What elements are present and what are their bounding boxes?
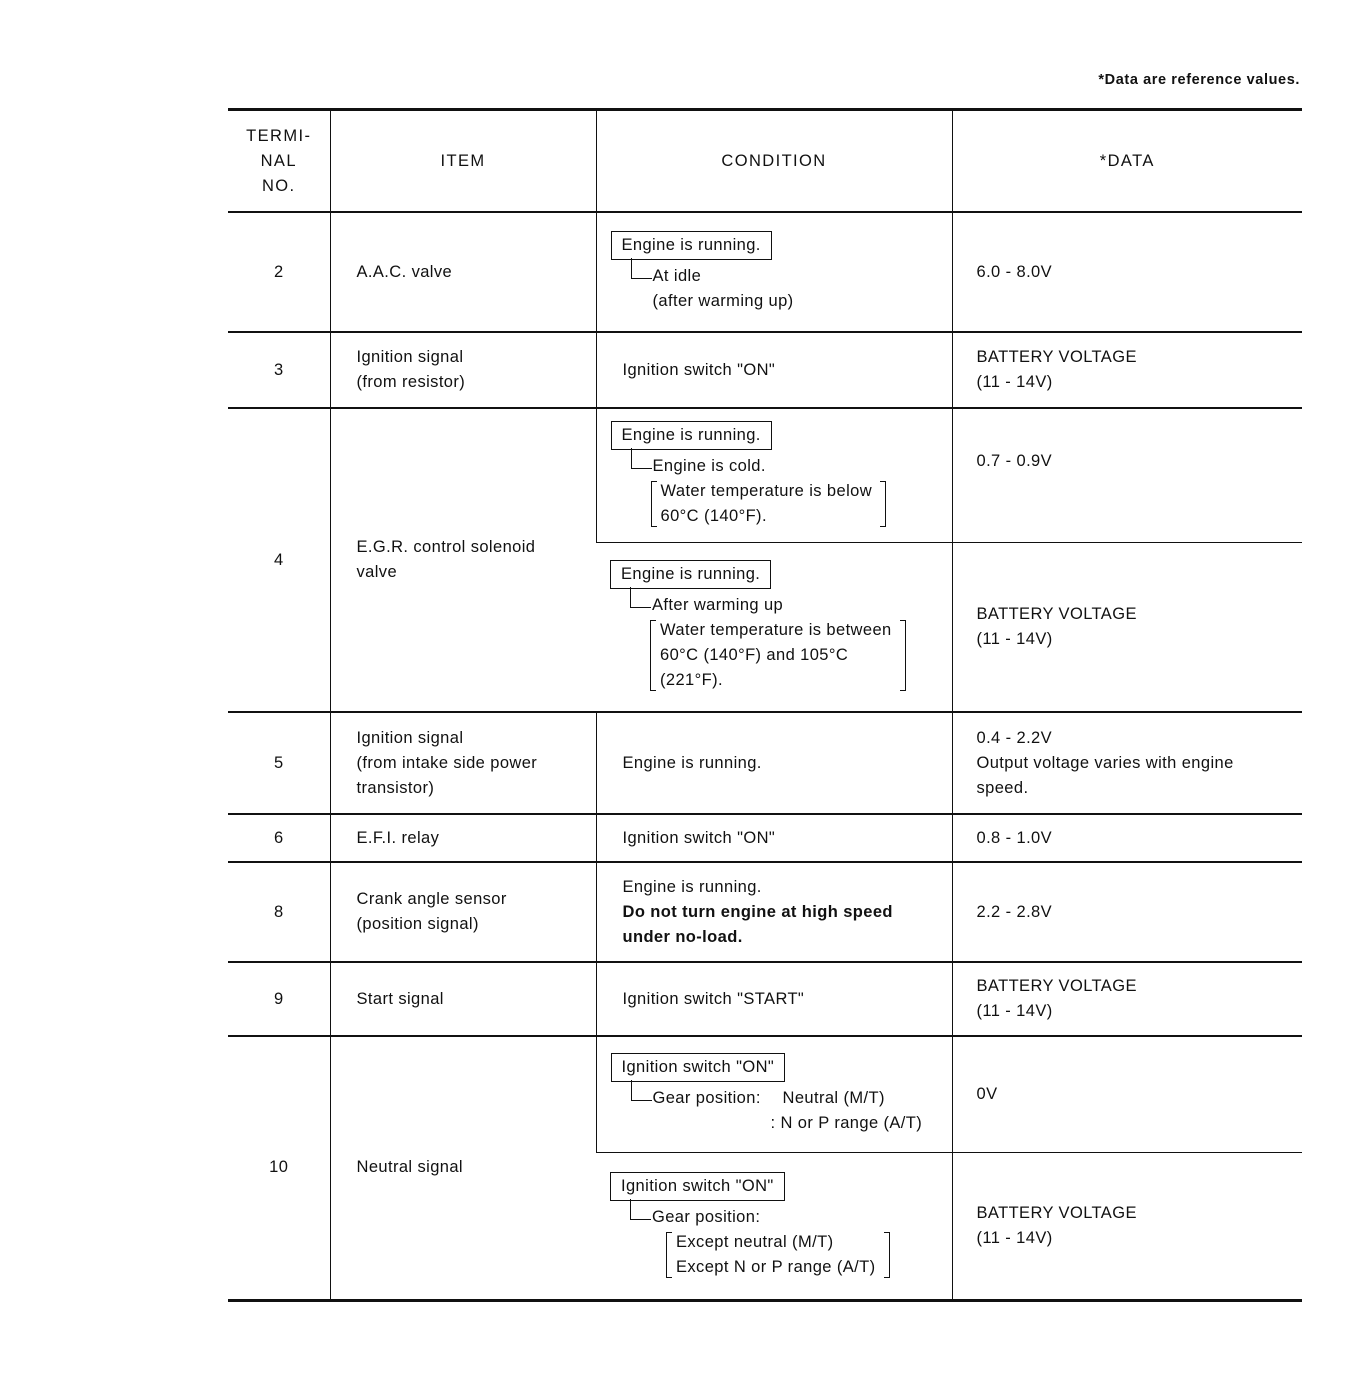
gear-value: Neutral (M/T) <box>782 1088 885 1107</box>
header-terminal-line: NO. <box>261 176 296 195</box>
condition-box: Engine is running. <box>610 560 771 589</box>
data-cell <box>952 1152 1302 1300</box>
terminal-number: 8 <box>228 862 330 962</box>
condition-box: Ignition switch "ON" <box>611 1053 786 1082</box>
gear-value: : N or P range (A/T) <box>770 1113 923 1132</box>
tree-connector <box>631 1080 652 1101</box>
condition-bracket <box>651 479 887 529</box>
table-row <box>228 862 1302 962</box>
bracket-text: Water temperature is between <box>660 621 892 640</box>
bracket-text: 60°C (140°F) and 105°C <box>660 646 849 665</box>
data-value: (11 - 14V) <box>976 1228 1053 1247</box>
condition-cell <box>596 1036 952 1152</box>
data-value: 2.2 - 2.8V <box>976 902 1053 921</box>
item-text: (from resistor) <box>356 373 466 391</box>
bracket-text: Water temperature is below <box>660 482 873 501</box>
item-cell <box>330 962 596 1036</box>
terminal-number: 10 <box>228 1036 330 1300</box>
data-value: (11 - 14V) <box>976 373 1053 391</box>
condition-cell <box>596 862 952 962</box>
table-row <box>228 212 1302 332</box>
terminal-number: 4 <box>228 408 330 712</box>
data-value: (11 - 14V) <box>976 629 1053 648</box>
terminal-number: 5 <box>228 712 330 814</box>
bracket-text: Except N or P range (A/T) <box>676 1257 876 1276</box>
item-cell <box>330 1036 596 1300</box>
header-row <box>228 110 1302 213</box>
condition-bracket <box>666 1230 890 1280</box>
condition-tree <box>623 454 952 479</box>
condition-warning: Do not turn engine at high speed <box>622 902 893 921</box>
item-text: Crank angle sensor <box>356 890 507 908</box>
item-text: Start signal <box>356 989 444 1008</box>
condition-cell <box>596 212 952 332</box>
item-text: Ignition signal <box>356 348 464 366</box>
data-value: 0.7 - 0.9V <box>976 452 1053 470</box>
data-cell <box>952 542 1302 712</box>
data-value: 6.0 - 8.0V <box>976 262 1053 281</box>
data-value: BATTERY VOLTAGE <box>976 977 1137 995</box>
condition-cell <box>596 408 952 542</box>
condition-box: Engine is running. <box>611 421 772 450</box>
terminal-number: 2 <box>228 212 330 332</box>
item-text: Ignition signal <box>356 728 464 747</box>
condition-cell: Engine is running. <box>596 712 952 814</box>
data-value: BATTERY VOLTAGE <box>976 1203 1137 1222</box>
tree-connector <box>631 448 652 469</box>
gear-row <box>653 1111 952 1136</box>
data-cell <box>952 212 1302 332</box>
data-value: 0.4 - 2.2V <box>976 728 1053 747</box>
data-cell <box>952 332 1302 408</box>
data-cell <box>952 862 1302 962</box>
data-value: 0.8 - 1.0V <box>976 828 1053 847</box>
condition-sub: At idle <box>652 266 702 285</box>
item-text: Neutral signal <box>356 1158 463 1177</box>
condition-tree <box>623 264 952 314</box>
bracket-text: Except neutral (M/T) <box>676 1232 834 1251</box>
item-cell <box>330 212 596 332</box>
table-row <box>228 408 1302 542</box>
data-value: Output voltage varies with engine <box>976 753 1234 772</box>
condition-cell <box>596 1152 952 1300</box>
condition-box: Engine is running. <box>611 231 772 260</box>
data-cell <box>952 1036 1302 1152</box>
tree-connector <box>630 1199 651 1220</box>
table-row <box>228 962 1302 1036</box>
gear-spacer <box>653 1111 771 1136</box>
item-text: transistor) <box>356 778 435 797</box>
header-terminal-line: TERMI- <box>246 126 312 145</box>
condition-bracket <box>650 618 906 693</box>
table-row <box>228 712 1302 814</box>
item-cell <box>330 408 596 712</box>
item-text: A.A.C. valve <box>356 262 453 281</box>
condition-cell: Ignition switch "START" <box>596 962 952 1036</box>
condition-sub: Engine is cold. <box>652 457 766 476</box>
tree-connector <box>630 587 651 608</box>
data-cell <box>952 814 1302 862</box>
gear-row <box>653 1086 952 1111</box>
table-row <box>228 814 1302 862</box>
gear-label: Gear position: <box>652 1207 761 1226</box>
terminal-table <box>228 108 1302 1302</box>
bracket-text: (221°F). <box>660 671 723 690</box>
item-cell <box>330 332 596 408</box>
data-cell <box>952 408 1302 542</box>
data-cell <box>952 962 1302 1036</box>
header-data: *DATA <box>952 110 1302 213</box>
condition-warning: under no-load. <box>622 927 743 946</box>
item-cell <box>330 862 596 962</box>
condition-sub: (after warming up) <box>652 291 794 310</box>
item-text: (from intake side power <box>356 753 538 772</box>
header-terminal-line: NAL <box>260 151 297 170</box>
item-text: (position signal) <box>356 915 479 933</box>
item-text: valve <box>356 563 398 581</box>
header-item: ITEM <box>330 110 596 213</box>
condition-tree <box>622 593 952 618</box>
data-value: BATTERY VOLTAGE <box>976 604 1137 623</box>
condition-sub: After warming up <box>652 596 784 615</box>
header-condition: CONDITION <box>596 110 952 213</box>
data-value: (11 - 14V) <box>976 1002 1053 1020</box>
terminal-number: 3 <box>228 332 330 408</box>
bracket-text: 60°C (140°F). <box>660 507 767 526</box>
item-text: E.F.I. relay <box>356 828 440 847</box>
condition-cell: Ignition switch "ON" <box>596 332 952 408</box>
terminal-number: 6 <box>228 814 330 862</box>
item-cell <box>330 814 596 862</box>
condition-cell <box>596 542 952 712</box>
data-value: speed. <box>976 778 1029 797</box>
data-value: BATTERY VOLTAGE <box>976 348 1137 366</box>
terminal-number: 9 <box>228 962 330 1036</box>
table-row <box>228 1036 1302 1152</box>
condition-text: Engine is running. <box>622 877 762 896</box>
condition-box: Ignition switch "ON" <box>610 1172 785 1201</box>
condition-cell: Ignition switch "ON" <box>596 814 952 862</box>
reference-note: *Data are reference values. <box>1098 72 1300 88</box>
item-cell <box>330 712 596 814</box>
data-cell <box>952 712 1302 814</box>
gear-label: Gear position: <box>652 1088 761 1107</box>
item-text: E.G.R. control solenoid <box>356 538 536 556</box>
header-terminal <box>228 110 330 213</box>
data-value: 0V <box>976 1084 998 1103</box>
condition-tree <box>622 1205 952 1230</box>
table-row <box>228 332 1302 408</box>
condition-tree <box>623 1086 952 1136</box>
tree-connector <box>631 258 652 279</box>
